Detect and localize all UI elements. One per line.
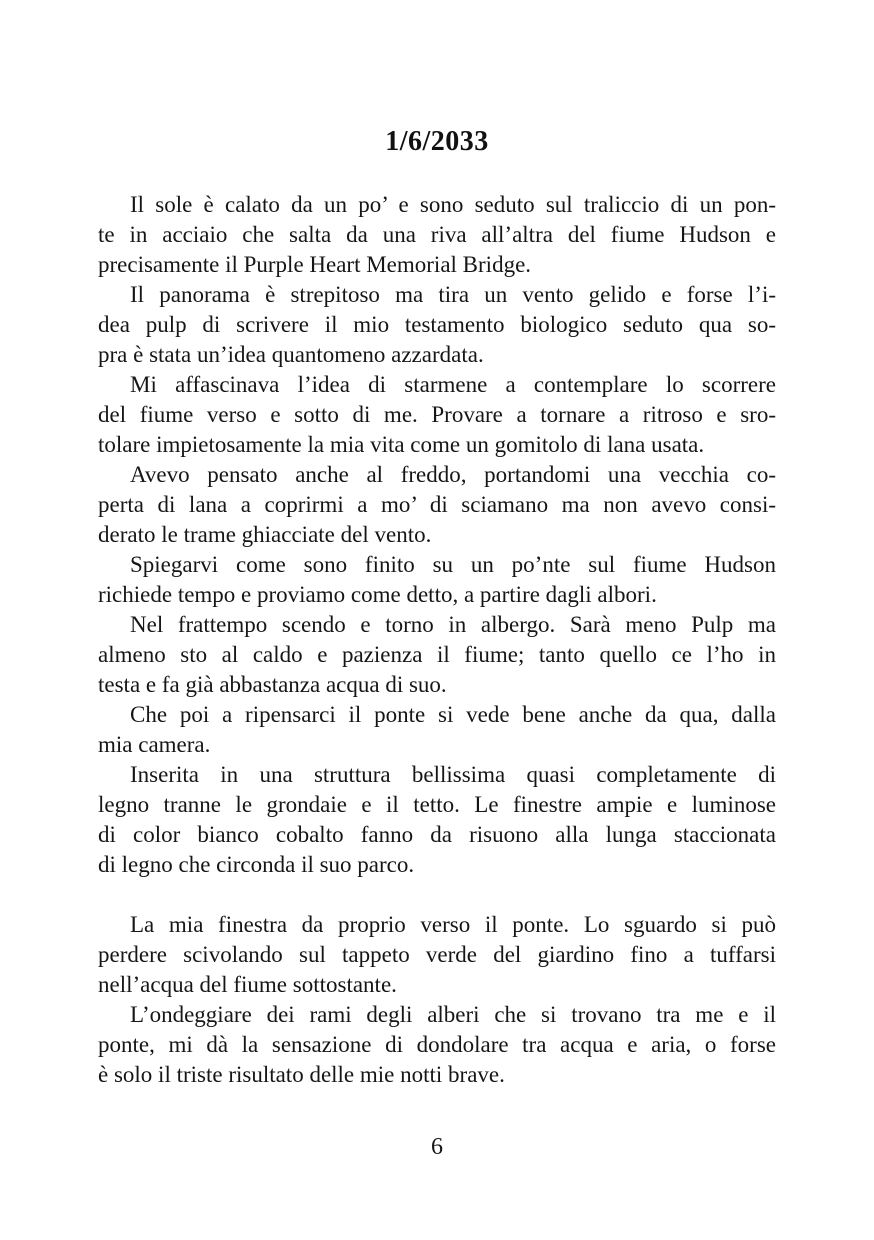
text-line: richiede tempo e proviamo come detto, a partire dagli albori. xyxy=(98,582,657,607)
text-line: La mia finestra da proprio verso il ponte. Lo sguardo si può xyxy=(130,912,776,937)
text-line: mia camera. xyxy=(98,732,211,757)
text-line: del fiume verso e sotto di me. Provare a tornare a ritroso e sro- xyxy=(98,402,776,427)
paragraph xyxy=(98,910,776,1000)
text-line: Mi affascinava l’idea di starmene a contemplare lo scorrere xyxy=(130,372,776,397)
text-line: ponte, mi dà la sensazione di dondolare tra acqua e aria, o forse xyxy=(98,1032,776,1057)
paragraph xyxy=(98,550,776,610)
page-text xyxy=(98,190,776,1090)
text-line: legno tranne le grondaie e il tetto. Le finestre ampie e luminose xyxy=(98,792,776,817)
text-line: precisamente il Purple Heart Memorial Bridge. xyxy=(98,252,532,277)
text-line: Inserita in una struttura bellissima quasi completamente di xyxy=(130,762,776,787)
text-line: Avevo pensato anche al freddo, portandomi una vecchia co- xyxy=(130,462,776,487)
text-line: Che poi a ripensarci il ponte si vede bene anche da qua, dalla xyxy=(130,702,776,727)
entry-date-heading: 1/6/2033 xyxy=(385,126,489,157)
text-line: te in acciaio che salta da una riva all’altra del fiume Hudson e xyxy=(98,222,776,247)
text-line: Il sole è calato da un po’ e sono seduto sul traliccio di un pon- xyxy=(130,192,776,217)
text-line: almeno sto al caldo e pazienza il fiume; tanto quello ce l’ho in xyxy=(98,642,776,667)
paragraph xyxy=(98,280,776,370)
text-line: perdere scivolando sul tappeto verde del giardino fino a tuffarsi xyxy=(98,942,776,967)
text-line: Nel frattempo scendo e torno in albergo. Sarà meno Pulp ma xyxy=(130,612,776,637)
text-line: perta di lana a coprirmi a mo’ di sciamano ma non avevo consi- xyxy=(98,492,776,517)
paragraph xyxy=(98,190,776,280)
text-line: è solo il triste risultato delle mie notti brave. xyxy=(98,1062,505,1087)
paragraph xyxy=(98,370,776,460)
text-line: Spiegarvi come sono finito su un po’nte sul fiume Hudson xyxy=(130,552,776,577)
paragraph xyxy=(98,460,776,550)
paragraph xyxy=(98,610,776,700)
text-line: L’ondeggiare dei rami degli alberi che si trovano tra me e il xyxy=(130,1002,776,1027)
text-line: pra è stata un’idea quantomeno azzardata. xyxy=(98,342,484,367)
text-line: tolare impietosamente la mia vita come un gomitolo di lana usata. xyxy=(98,432,705,457)
text-line: Il panorama è strepitoso ma tira un vento gelido e forse l’i- xyxy=(130,282,776,307)
paragraph xyxy=(98,700,776,760)
text-line: dea pulp di scrivere il mio testamento biologico seduto qua so- xyxy=(98,312,776,337)
text-line: derato le trame ghiacciate del vento. xyxy=(98,522,432,547)
paragraph xyxy=(98,1000,776,1090)
text-line: di color bianco cobalto fanno da risuono alla lunga staccionata xyxy=(98,822,776,847)
text-line: nell’acqua del fiume sottostante. xyxy=(98,972,397,997)
paragraph xyxy=(98,760,776,880)
text-line: testa e fa già abbastanza acqua di suo. xyxy=(98,672,447,697)
page-number: 6 xyxy=(431,1134,443,1160)
text-line: di legno che circonda il suo parco. xyxy=(98,852,415,877)
